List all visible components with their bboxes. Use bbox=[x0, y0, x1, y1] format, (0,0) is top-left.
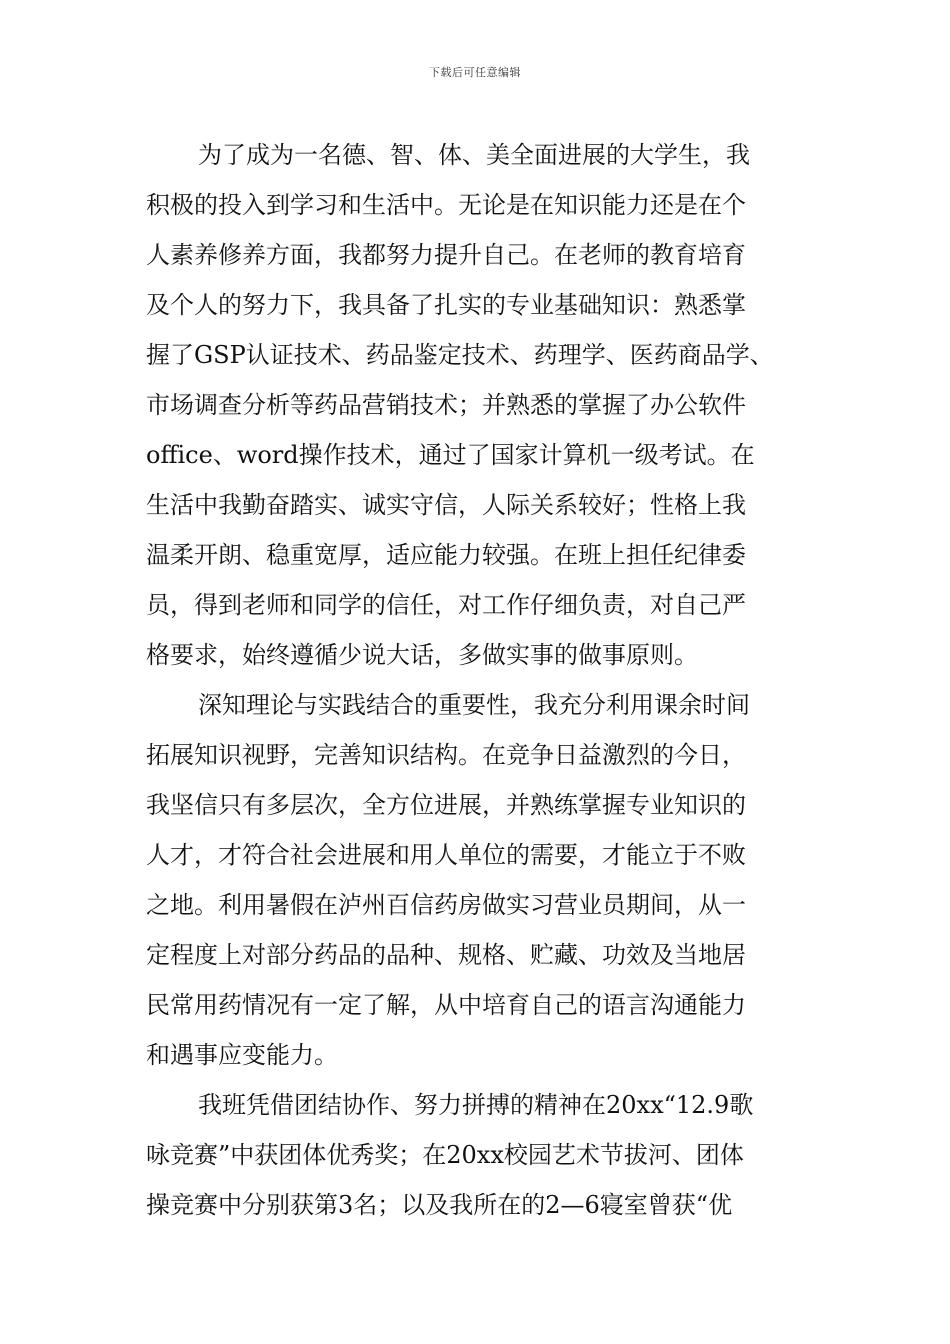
paragraph-line: 和遇事应变能力。 bbox=[146, 1041, 338, 1069]
paragraph-line: 拓展知识视野，完善知识结构。在竞争日益激烈的今日， bbox=[146, 741, 746, 769]
paragraph-line: 握了GSP认证技术、药品鉴定技术、药理学、医药商品学、 bbox=[146, 341, 774, 369]
paragraph-line: 我坚信只有多层次，全方位进展，并熟练掌握专业知识的 bbox=[146, 791, 746, 819]
paragraph-line: 之地。利用暑假在泸州百信药房做实习营业员期间，从一 bbox=[146, 891, 746, 919]
paragraph-line: 咏竞赛”中获团体优秀奖；在20xx校园艺术节拔河、团体 bbox=[146, 1141, 744, 1169]
paragraph-line: 定程度上对部分药品的品种、规格、贮藏、功效及当地居 bbox=[146, 941, 746, 969]
paragraph-line: 我班凭借团结协作、努力拼搏的精神在20xx“12.9歌 bbox=[198, 1091, 754, 1119]
paragraph-1 bbox=[146, 130, 808, 680]
paragraph-line: 员，得到老师和同学的信任，对工作仔细负责，对自己严 bbox=[146, 591, 746, 619]
paragraph-line: 民常用药情况有一定了解，从中培育自己的语言沟通能力 bbox=[146, 991, 746, 1019]
paragraph-line: 市场调查分析等药品营销技术；并熟悉的掌握了办公软件 bbox=[146, 391, 746, 419]
page-header-note: 下载后可任意编辑 bbox=[429, 66, 521, 79]
paragraph-line: 格要求，始终遵循少说大话，多做实事的做事原则。 bbox=[146, 641, 698, 669]
paragraph-line: 生活中我勤奋踏实、诚实守信，人际关系较好；性格上我 bbox=[146, 491, 746, 519]
paragraph-line: 人素养修养方面，我都努力提升自己。在老师的教育培育 bbox=[146, 241, 746, 269]
document-body bbox=[146, 130, 808, 1230]
paragraph-line: 人才，才符合社会进展和用人单位的需要，才能立于不败 bbox=[146, 841, 746, 869]
paragraph-line: 温柔开朗、稳重宽厚，适应能力较强。在班上担任纪律委 bbox=[146, 541, 746, 569]
paragraph-line: 深知理论与实践结合的重要性，我充分利用课余时间 bbox=[198, 691, 750, 719]
paragraph-line: 操竞赛中分别获第3名；以及我所在的2—6寝室曾获“优 bbox=[146, 1191, 733, 1219]
paragraph-line: 为了成为一名德、智、体、美全面进展的大学生，我 bbox=[198, 141, 750, 169]
paragraph-3 bbox=[146, 1080, 808, 1230]
paragraph-line: 及个人的努力下，我具备了扎实的专业基础知识：熟悉掌 bbox=[146, 291, 746, 319]
paragraph-line: office、word操作技术，通过了国家计算机一级考试。在 bbox=[146, 441, 755, 469]
paragraph-line: 积极的投入到学习和生活中。无论是在知识能力还是在个 bbox=[146, 191, 746, 219]
paragraph-2 bbox=[146, 680, 808, 1080]
